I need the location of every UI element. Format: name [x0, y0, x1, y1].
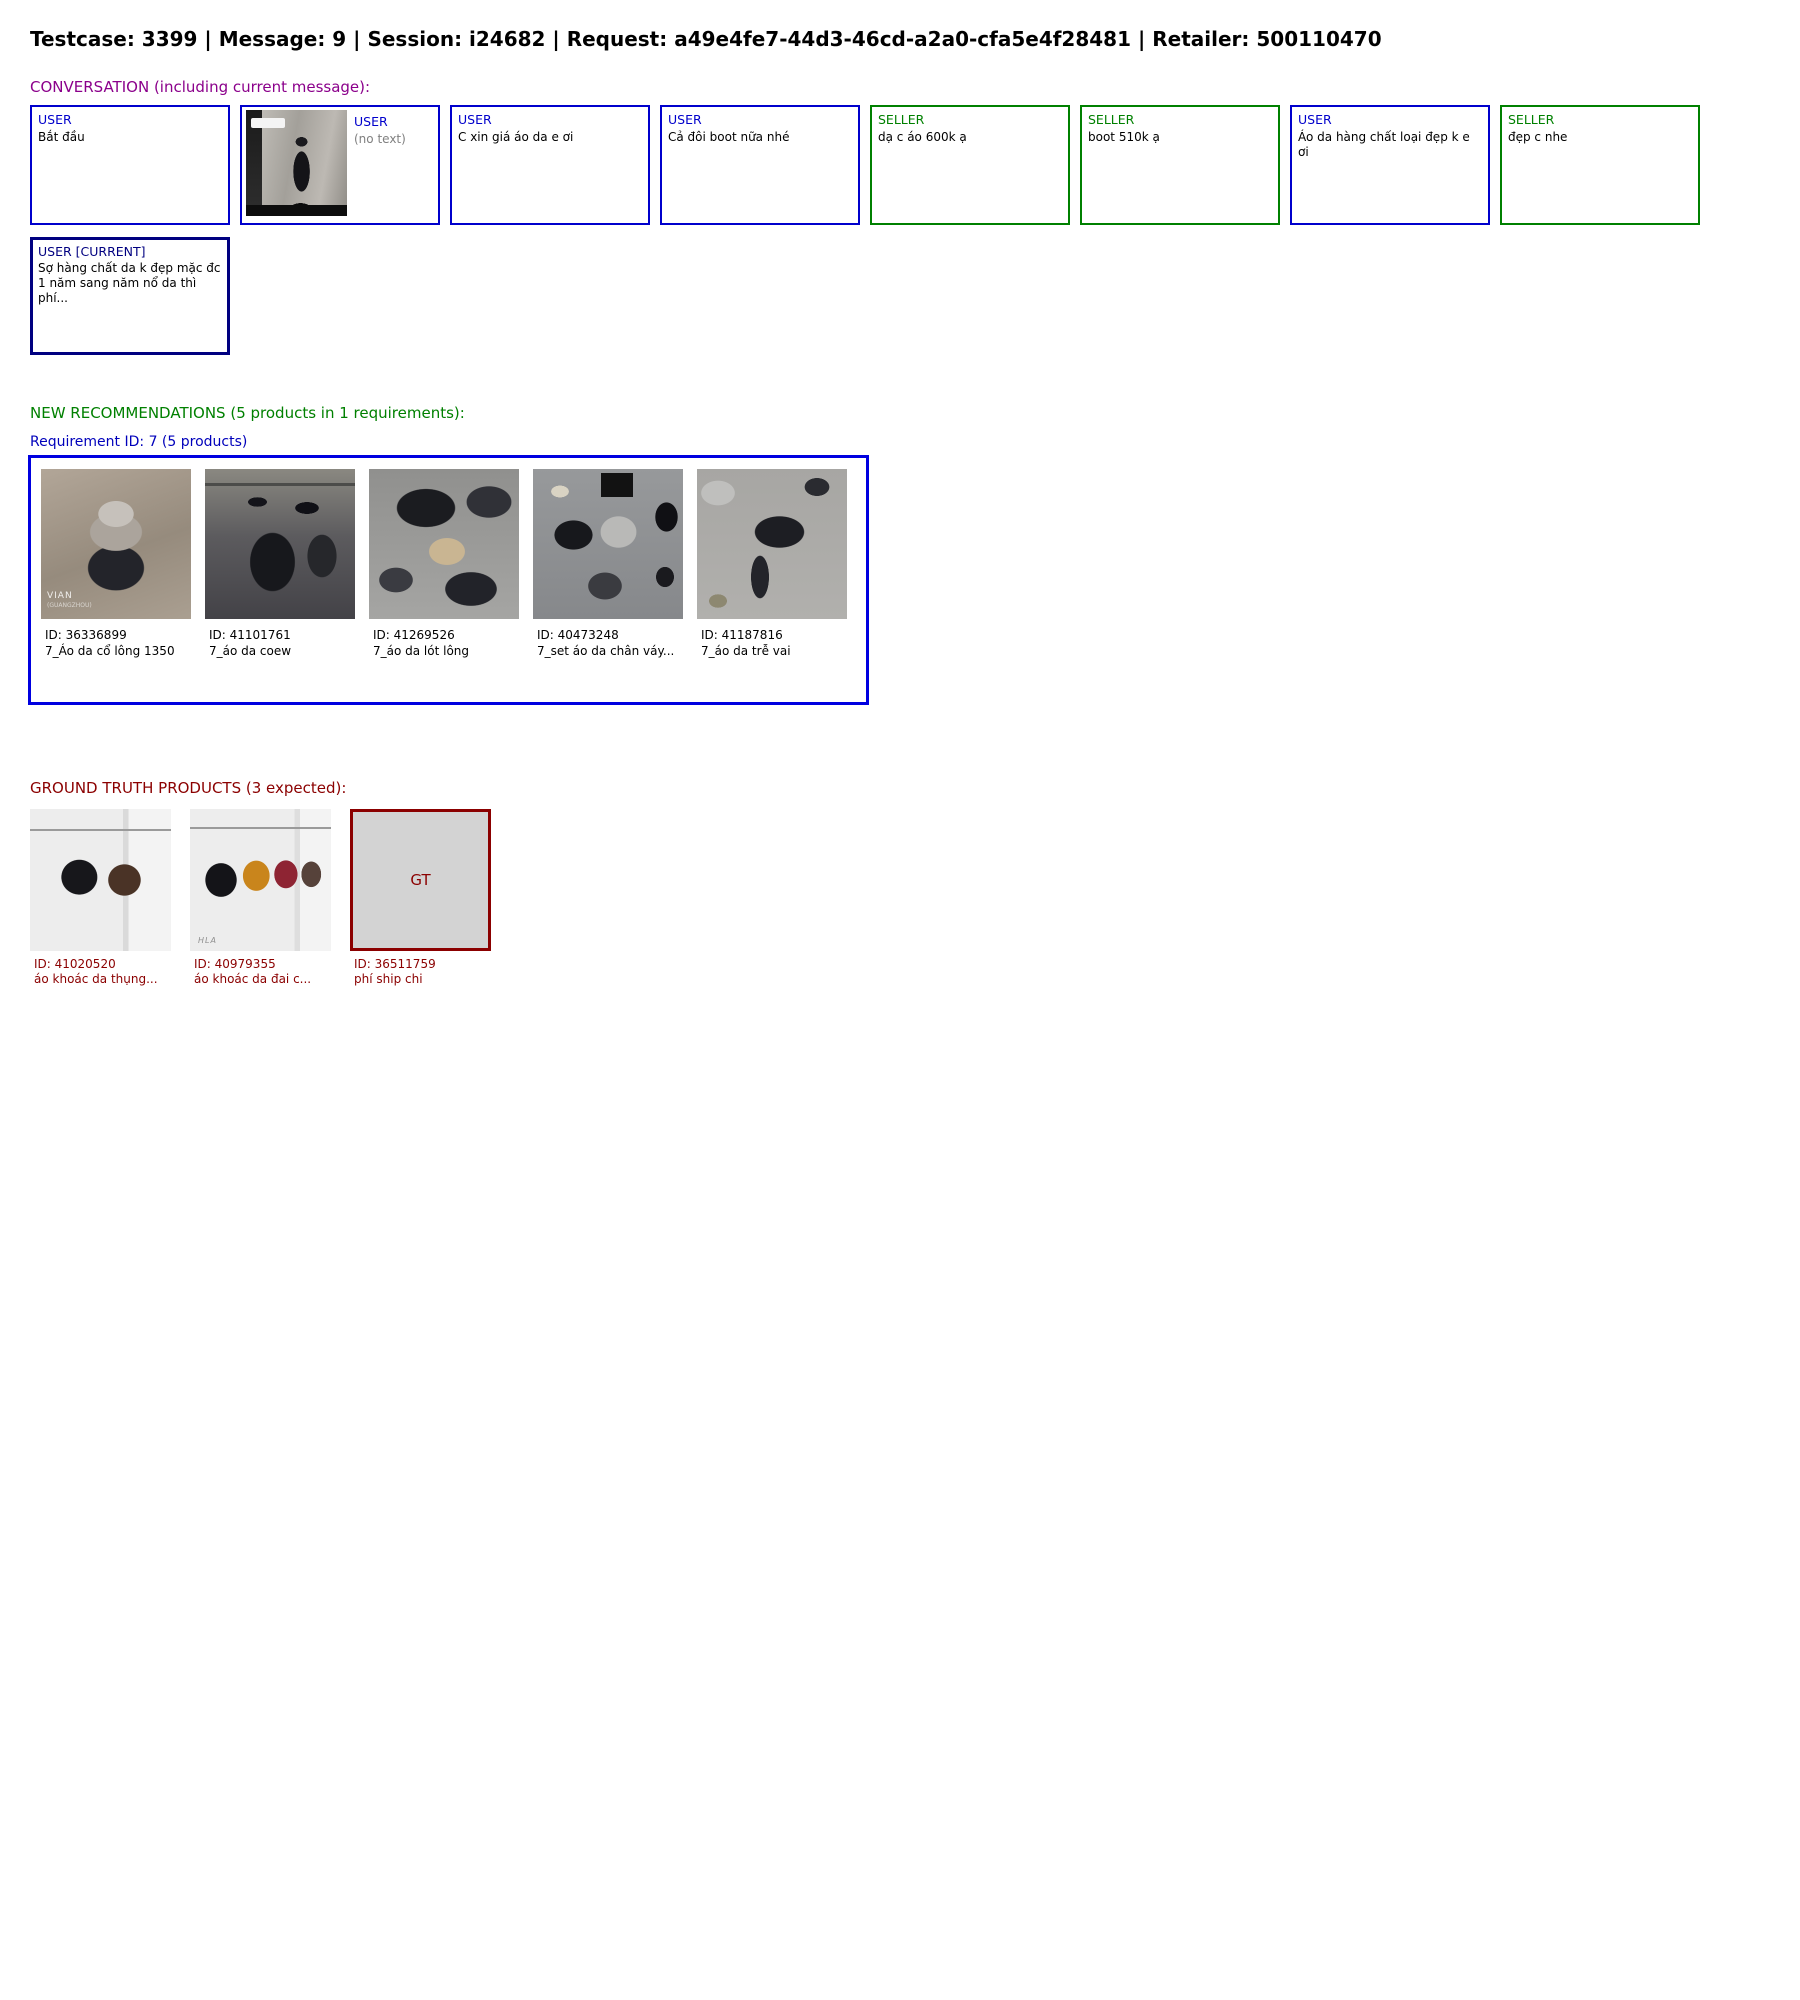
- message-text: dạ c áo 600k ạ: [878, 130, 967, 144]
- message-text: boot 510k ạ: [1088, 130, 1160, 144]
- recommended-product: [205, 469, 355, 659]
- ground-truth-placeholder-label: GT: [410, 871, 431, 889]
- product-id: ID: 40473248: [537, 628, 619, 642]
- conversation-row: [30, 105, 1700, 225]
- current-message-text: Sợ hàng chất da k đẹp mặc đc 1 năm sang năm nổ da thì phí...: [38, 261, 221, 305]
- ground-truth-row: [30, 809, 491, 987]
- page-title: Testcase: 3399 | Message: 9 | Session: i24682 | Request: a49e4fe7-44d3-46cd-a2a0-cfa5e4f28481 | Retailer: 500110470: [30, 27, 1382, 51]
- message-box-seller: [870, 105, 1070, 225]
- product-name: 7_áo da lót lông: [373, 644, 470, 658]
- product-id: ID: 41101761: [209, 628, 291, 642]
- current-message-role-label: USER [CURRENT]: [38, 244, 146, 259]
- message-role-label: USER: [354, 114, 388, 129]
- product-id: ID: 41187816: [701, 628, 783, 642]
- ground-truth-placeholder: [350, 809, 491, 951]
- message-text: Bắt đầu: [38, 130, 85, 144]
- message-box-user: [660, 105, 860, 225]
- product-image: [369, 469, 519, 619]
- message-text: Cả đôi boot nữa nhé: [668, 130, 790, 144]
- product-name: 7_set áo da chân váy...: [537, 644, 675, 658]
- product-name: áo khoác da đai c...: [194, 972, 312, 986]
- ground-truth-product: [190, 809, 331, 987]
- message-role-label: SELLER: [878, 112, 925, 127]
- product-id: ID: 41269526: [373, 628, 455, 642]
- product-id: ID: 41020520: [34, 957, 116, 971]
- recommended-product: [41, 469, 191, 659]
- message-box-seller: [1500, 105, 1700, 225]
- message-text: Áo da hàng chất loại đẹp k e ơi: [1298, 130, 1470, 159]
- product-id: ID: 36336899: [45, 628, 127, 642]
- product-image: [190, 809, 331, 951]
- message-text: C xin giá áo da e ơi: [458, 130, 574, 144]
- recommendations-section-title: NEW RECOMMENDATIONS (5 products in 1 requirements):: [30, 404, 465, 422]
- message-box-user: [450, 105, 650, 225]
- product-image: [533, 469, 683, 619]
- product-name: 7_Áo da cổ lông 1350: [45, 644, 175, 658]
- message-role-label: USER: [1298, 112, 1332, 127]
- message-text: đẹp c nhe: [1508, 130, 1568, 144]
- photo-watermark: VIAN (GUANGZHOU): [47, 591, 92, 609]
- requirement-title: Requirement ID: 7 (5 products): [30, 434, 248, 450]
- recommended-product: [697, 469, 847, 659]
- conversation-section-title: CONVERSATION (including current message):: [30, 78, 371, 96]
- product-image: [697, 469, 847, 619]
- message-no-text-label: (no text): [354, 132, 406, 146]
- message-box-seller: [1080, 105, 1280, 225]
- message-role-label: USER: [458, 112, 492, 127]
- ground-truth-product: [30, 809, 171, 987]
- message-role-label: SELLER: [1088, 112, 1135, 127]
- product-id: ID: 40979355: [194, 957, 276, 971]
- message-box-user: [1290, 105, 1490, 225]
- ground-truth-section-title: GROUND TRUTH PRODUCTS (3 expected):: [30, 779, 347, 797]
- requirement-products-box: [28, 455, 869, 705]
- product-image: [41, 469, 191, 619]
- current-message-box: [30, 237, 230, 355]
- recommended-product: [533, 469, 683, 659]
- product-image: [205, 469, 355, 619]
- ground-truth-product: [350, 809, 491, 987]
- product-name: áo khoác da thụng...: [34, 972, 158, 986]
- message-role-label: USER: [38, 112, 72, 127]
- recommended-product: [369, 469, 519, 659]
- product-id: ID: 36511759: [354, 957, 436, 971]
- product-name: phí ship chi: [354, 972, 423, 986]
- product-image: [30, 809, 171, 951]
- product-name: 7_áo da coew: [209, 644, 292, 658]
- message-box-user: [30, 105, 230, 225]
- photo-watermark: HLA: [198, 936, 217, 945]
- message-image-thumbnail: [246, 110, 347, 216]
- message-role-label: USER: [668, 112, 702, 127]
- message-role-label: SELLER: [1508, 112, 1555, 127]
- product-name: 7_áo da trễ vai: [701, 644, 791, 658]
- message-box-user-with-image: [240, 105, 440, 225]
